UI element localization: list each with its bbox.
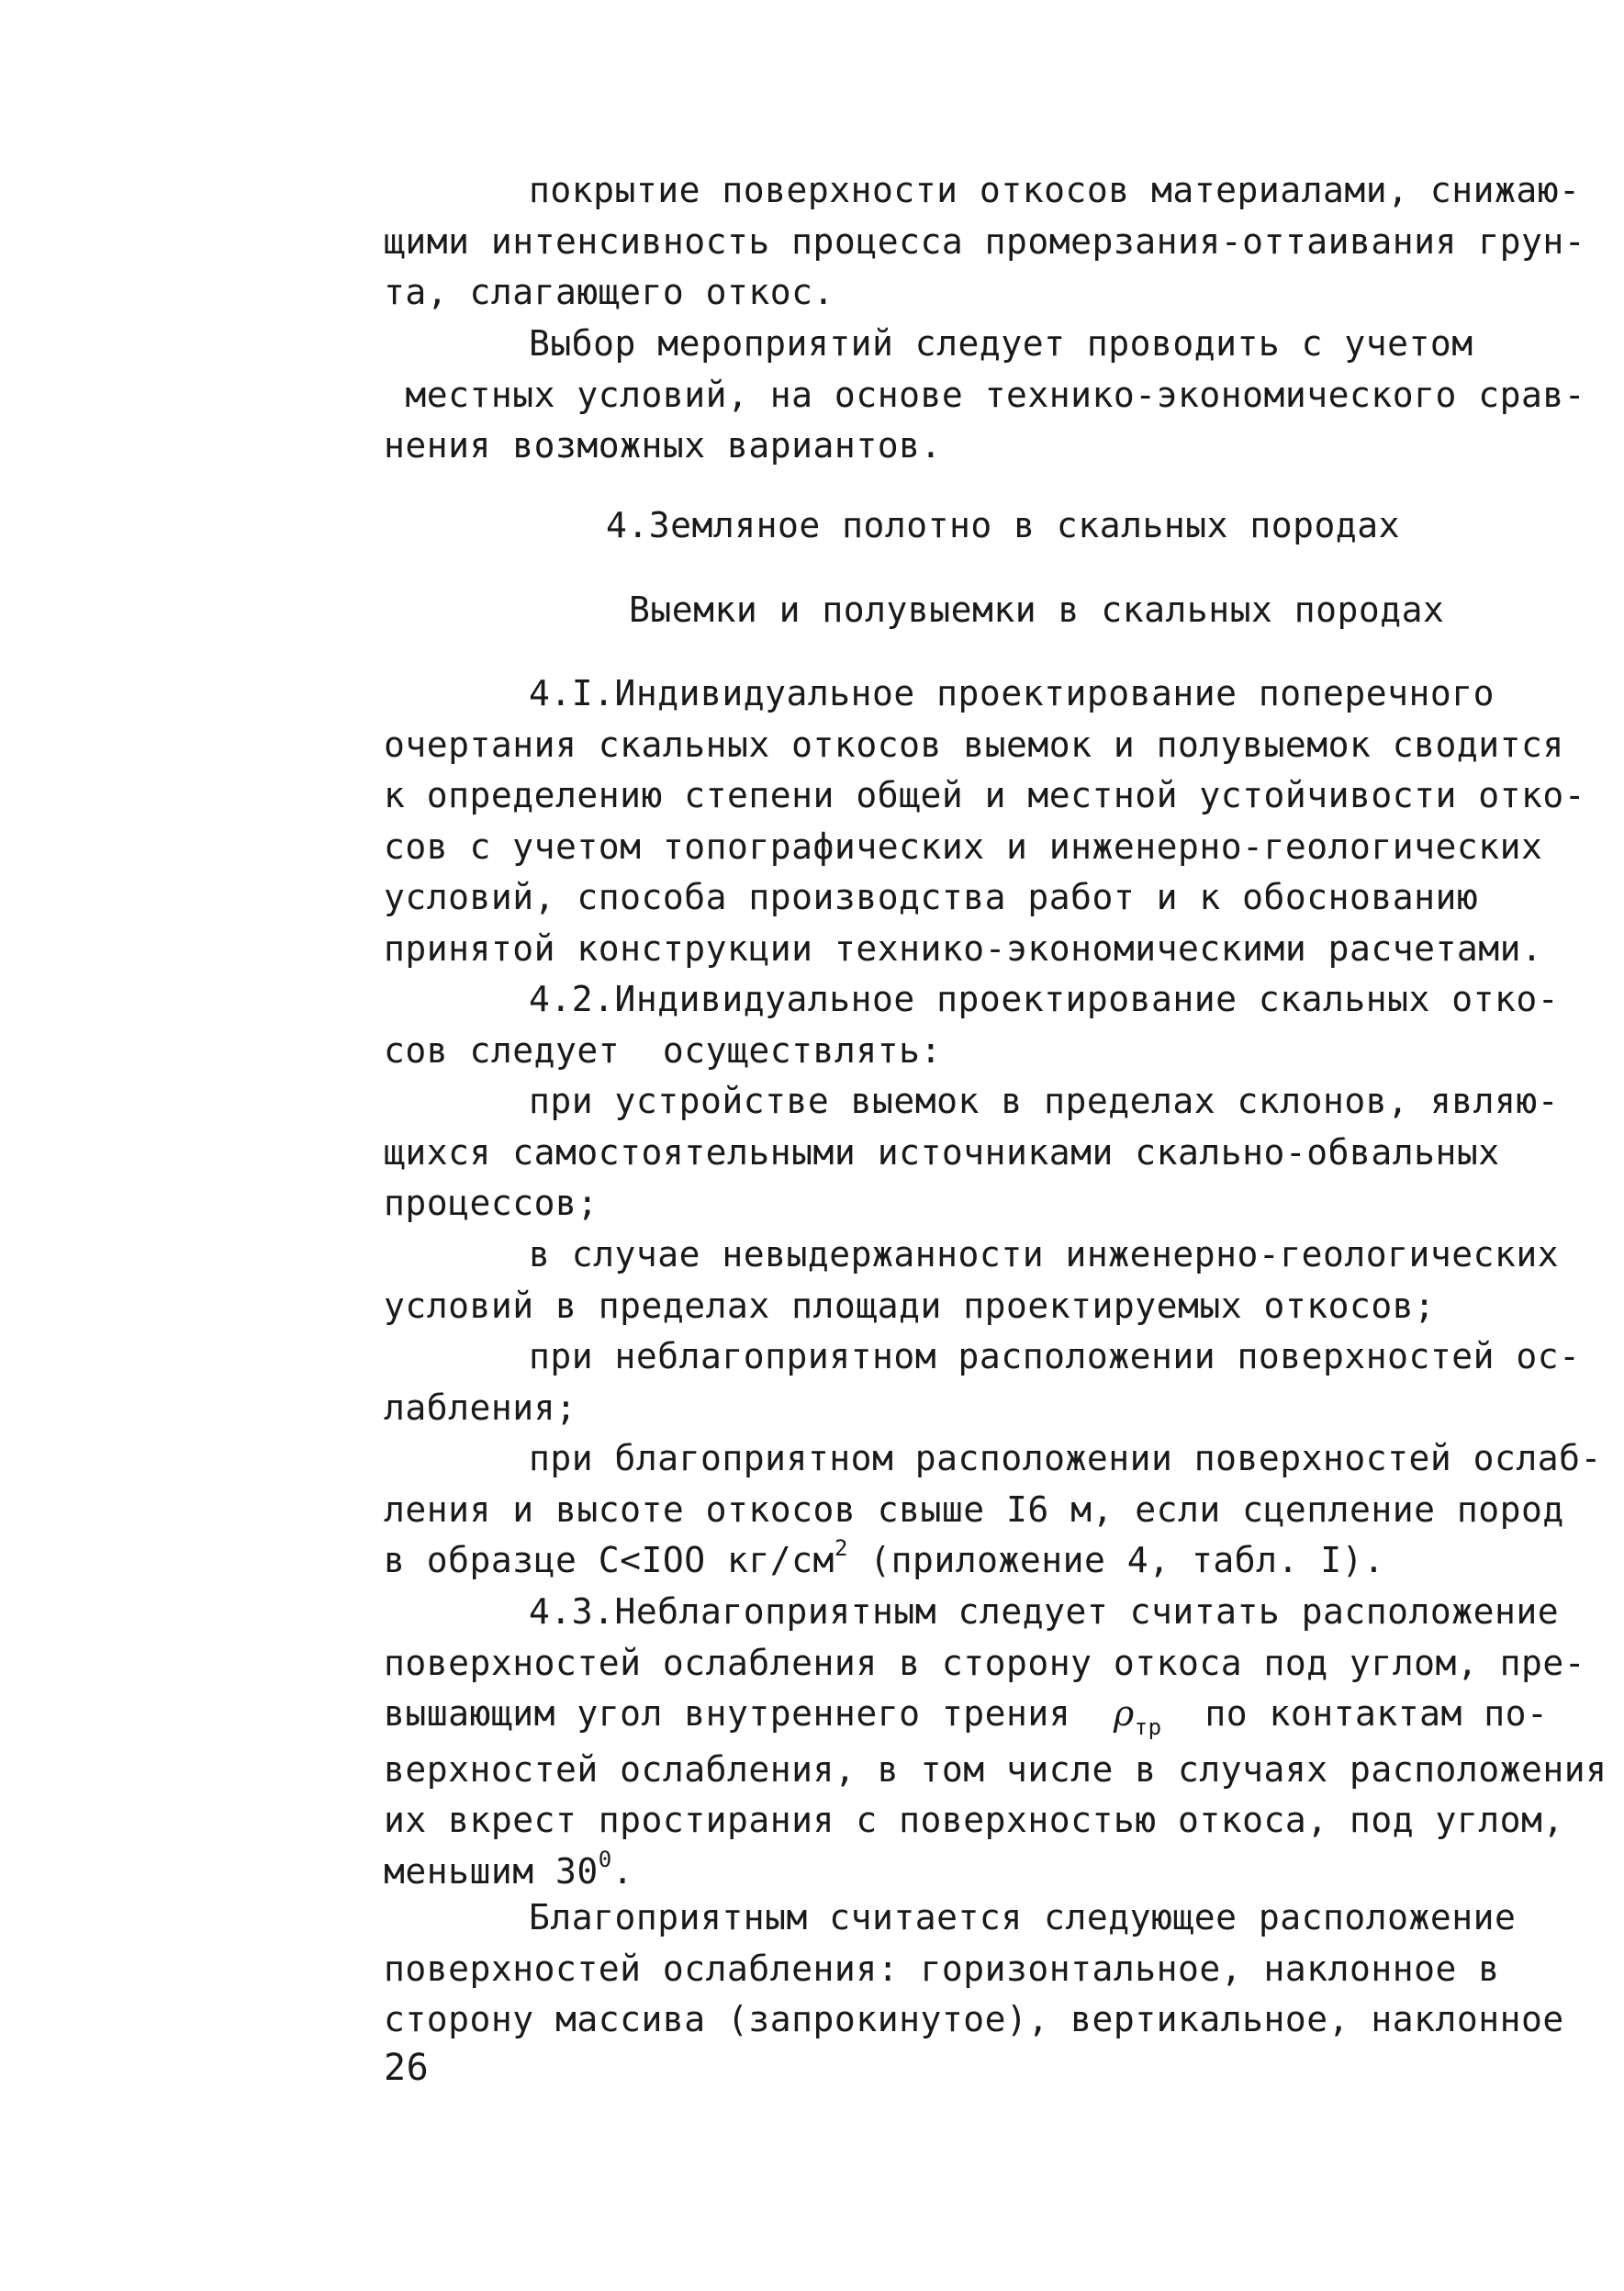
clause-4-2 bbox=[384, 974, 1568, 1076]
paragraph-surface-covering bbox=[384, 165, 1586, 319]
list-item bbox=[384, 1076, 1568, 1230]
subscript: тр bbox=[1134, 1714, 1162, 1740]
text-fragment: (приложение 4, табл. I). bbox=[847, 1540, 1385, 1580]
text-line: условий в пределах площади проектируемых откосов; bbox=[384, 1285, 1436, 1326]
text-line: покрытие поверхности откосов материалами, снижаю- bbox=[529, 170, 1581, 210]
list-item bbox=[384, 1331, 1581, 1433]
text-line: 4.2.Индивидуальное проектирование скальных отко- bbox=[529, 979, 1560, 1019]
text-line: сторону массива (запрокинутое), вертикальное, наклонное bbox=[384, 1999, 1564, 2039]
clause-4-1 bbox=[384, 668, 1586, 974]
text-line: щихся самостоятельными источниками скально-обвальных bbox=[384, 1131, 1500, 1173]
text-line bbox=[384, 1535, 1568, 1591]
text-line: при устройстве выемок в пределах склонов, являю- bbox=[529, 1081, 1560, 1121]
text-line bbox=[384, 1689, 1568, 1745]
rho-symbol: ρ bbox=[1113, 1693, 1135, 1734]
section-heading: 4.Земляное полотно в скальных породах bbox=[606, 505, 1400, 545]
text-line: в случае невыдержанности инженерно-геологических bbox=[529, 1234, 1560, 1275]
text-line: ления и высоте откосов свыше I6 м, если сцепление пород bbox=[384, 1488, 1564, 1530]
superscript: 0 bbox=[598, 1846, 612, 1872]
text-fragment: . bbox=[611, 1850, 634, 1892]
text-fragment: по контактам по- bbox=[1161, 1693, 1549, 1734]
list-item bbox=[384, 1230, 1568, 1331]
text-line: 4.I.Индивидуальное проектирование поперечного bbox=[529, 673, 1495, 713]
text-line: их вкрест простирания с поверхностью откоса, под углом, bbox=[384, 1800, 1564, 1840]
text-line: условий, способа производства работ и к обоснованию bbox=[384, 877, 1479, 917]
text-line: при неблагоприятном расположении поверхностей ос- bbox=[529, 1336, 1581, 1376]
text-line: очертания скальных откосов выемок и полувыемок сводится bbox=[384, 724, 1564, 765]
subsection-heading: Выемки и полувыемки в скальных породах bbox=[629, 590, 1445, 630]
text-line: 4.3.Неблагоприятным следует считать расположение bbox=[529, 1591, 1560, 1632]
clause-4-3 bbox=[384, 1587, 1607, 1902]
text-line: сов с учетом топографических и инженерно-геологических bbox=[384, 825, 1543, 867]
text-fragment: меньшим 30 bbox=[384, 1850, 599, 1892]
text-line: поверхностей ослабления: горизонтальное, наклонное в bbox=[384, 1948, 1500, 1989]
text-line: верхностей ослабления, в том числе в случаях расположения bbox=[384, 1748, 1607, 1790]
text-line: принятой конструкции технико-экономическими расчетами. bbox=[384, 927, 1543, 969]
text-line: поверхностей ослабления в сторону откоса под углом, пре- bbox=[384, 1642, 1586, 1683]
list-item bbox=[384, 1433, 1602, 1591]
text-line: процессов; bbox=[384, 1183, 599, 1223]
text-line: сов следует осуществлять: bbox=[384, 1029, 942, 1071]
text-line: щими интенсивность процесса промерзания-оттаивания грун- bbox=[384, 220, 1586, 262]
text-fragment: в образце C<IOO кг/см bbox=[384, 1540, 834, 1580]
text-line: нения возможных вариантов. bbox=[384, 425, 942, 466]
text-line: та, слагающего откос. bbox=[384, 272, 834, 312]
text-line: Благоприятным считается следующее расположение bbox=[529, 1897, 1517, 1937]
text-line: лабления; bbox=[384, 1387, 577, 1428]
text-line: Выбор мероприятий следует проводить с учетом bbox=[529, 323, 1473, 364]
text-line: при благоприятном расположении поверхностей ослаб- bbox=[529, 1438, 1602, 1478]
text-line: к определению степени общей и местной устойчивости отко- bbox=[384, 775, 1586, 815]
superscript: 2 bbox=[834, 1535, 848, 1561]
paragraph-measure-selection bbox=[384, 319, 1586, 472]
page-number: 26 bbox=[384, 2047, 430, 2089]
text-fragment: вышающим угол внутреннего трения bbox=[384, 1693, 1114, 1734]
paragraph-favorable-arrangement bbox=[384, 1892, 1568, 2046]
text-line: местных условий, на основе технико-экономического срав- bbox=[384, 374, 1586, 415]
